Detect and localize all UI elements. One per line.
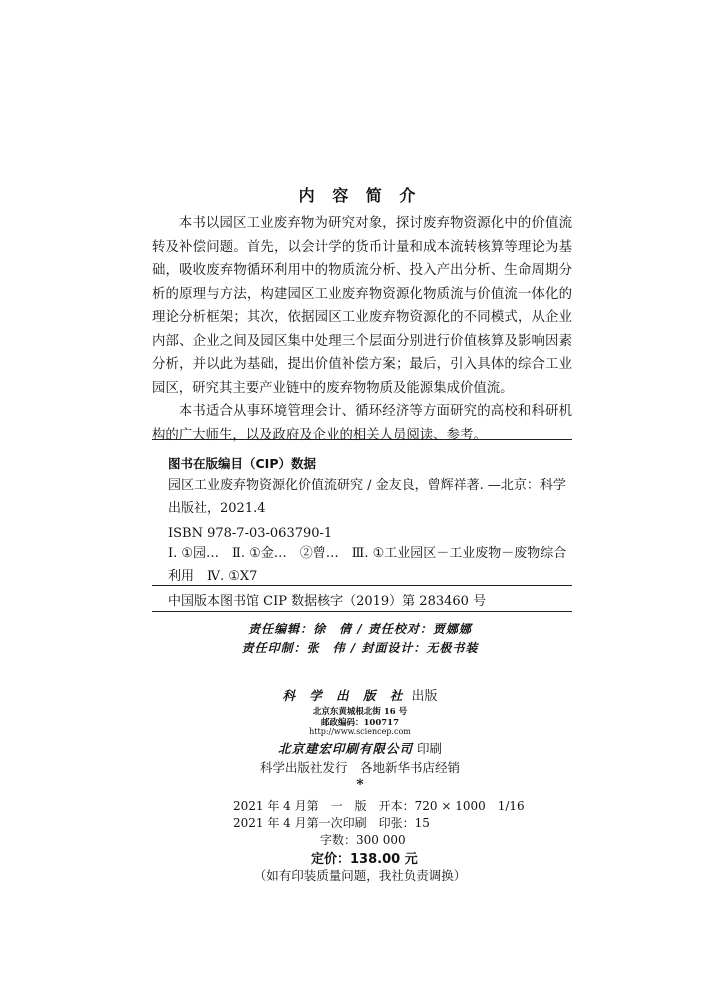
quality-notice: （如有印装质量问题，我社负责调换） — [253, 868, 467, 883]
cip-heading: 图书在版编目（CIP）数据 — [168, 456, 316, 471]
divider-mid — [152, 585, 572, 586]
editors-line-2: 责任印制：张 伟 / 封面设计：无极书装 — [241, 641, 479, 655]
abstract-paragraph-1: 本书以园区工业废弃物为研究对象，探讨废弃物资源化中的价值流转及补偿问题。首先，以会计学的货币计量和成本流转核算等理论为基础，吸收废弃物循环利用中的物质流分析、投入产出分析、生命周期分析的原理与方法，构建园区工业废弃物资源化物质流与价值流一体化的理论分析框架；其次，依据园区工业废弃物资源化的不同模式，从企业内部、企业之间及园区集中处理三个层面分别进行价值核算及影响因素分析，并以此为基础，提出价值补偿方案；最后，引入具体的综合工业园区，研究其主要产业链中的废弃物物质及能源集成价值流。 — [152, 216, 572, 396]
section-title: 内 容 简 介 — [298, 186, 422, 205]
abstract — [152, 212, 572, 447]
printer-line — [0, 739, 720, 757]
printer-suffix: 印刷 — [416, 741, 442, 756]
distribution: 科学出版社发行 各地新华书店经销 — [259, 760, 460, 775]
cip-isbn: ISBN 978-7-03-063790-1 — [168, 526, 333, 541]
cip-classification: Ⅰ. ①园… Ⅱ. ①金… ②曾… Ⅲ. ①工业园区－工业废物－废物综合利用 Ⅳ. ①X7 — [168, 546, 567, 584]
publisher-line — [0, 685, 720, 704]
cip-description: 园区工业废弃物资源化价值流研究 / 金友良，曾辉祥著. —北京：科学出版社，2021.4 — [168, 478, 566, 516]
edition-line: 2021 年 4 月第 一 版 开本：720 × 1000 1/16 — [233, 799, 525, 813]
abstract-paragraph-2: 本书适合从事环境管理会计、循环经济等方面研究的高校和科研机构的广大师生，以及政府及企业的相关人员阅读、参考。 — [152, 404, 572, 443]
cip-number: 中国版本图书馆 CIP 数据核字（2019）第 283460 号 — [168, 594, 487, 609]
separator-star: * — [356, 777, 364, 793]
divider-bottom — [152, 611, 572, 612]
divider-top — [152, 439, 572, 440]
publisher-address: 北京东黄城根北街 16 号 — [312, 707, 408, 717]
publisher-suffix: 出版 — [411, 689, 438, 704]
publisher-url: http://www.sciencep.com — [309, 727, 411, 736]
editors-line-1: 责任编辑：徐 倩 / 责任校对：贾娜娜 — [248, 622, 472, 636]
printing-line: 2021 年 4 月第一次印刷 印张：15 — [233, 816, 430, 830]
price: 定价：138.00 元 — [311, 852, 418, 867]
publisher-brand: 科 学 出 版 社 — [282, 688, 408, 703]
printer-brand: 北京建宏印刷有限公司 — [277, 741, 413, 756]
postcode: 邮政编码：100717 — [321, 718, 399, 728]
word-count: 字数：300 000 — [320, 833, 406, 847]
